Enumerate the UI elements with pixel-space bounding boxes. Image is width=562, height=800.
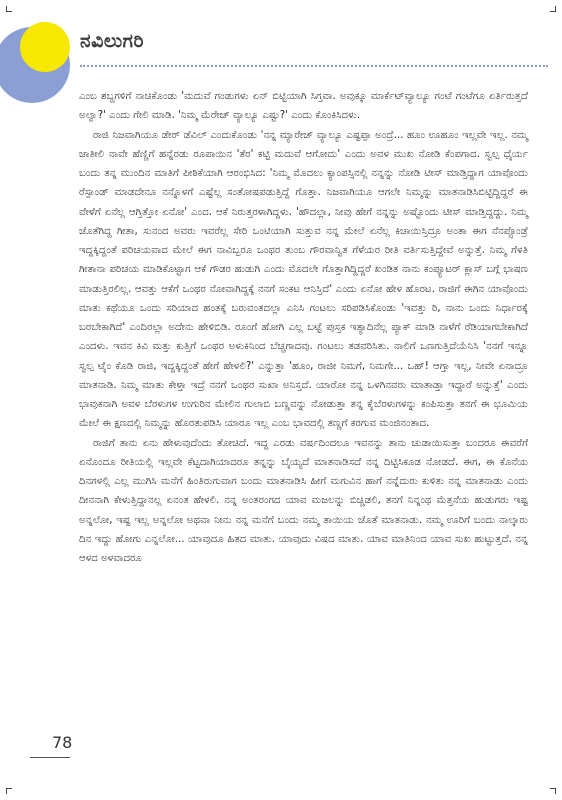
crop-mark-top-left bbox=[6, 6, 12, 12]
crop-mark-bottom-right bbox=[550, 788, 556, 794]
paragraph: ರಾಜಿಗೆ ತಾನು ಏನು ಹೇಳುವುದೆಂದು ತೋಚಿದೆ. ಇದ್ದ ಎರಡು ವರ್ಷದಿಂದಲೂ ಇವನನ್ನು ತಾನು ಚುಡಾಯಿಸುತ್ತಾ ಬಂದರೂ ಈವರೆಗೆ ಏನೊಂದೂ ರೀತಿಯಲ್ಲಿ ಇಲ್ಲವೇ ಕೆಟ್ಟದಾಗಿಯಾದರೂ ತನ್ನನ್ನು ಬೈಯ್ಯದೆ ಮಾತನಾಡಿಸದೆ ನನ್ನ ದಿಟ್ಟಿಸಿಕೂಡ ನೋಡದೆ. ಈಗ, ಈ ಕೊನೆಯ ದಿನಗಳಲ್ಲಿ ಎಲ್ಲ ಮುಗಿಸಿ ಮನೆಗೆ ಹಿಂತಿರುಗುವಾಗ ಬಂದು ಮಾತನಾಡಿಸಿ ಹೀಗೆ ಮಗುವಿನ ಹಾಗೆ ನನ್ನೆದುರು ಕುಳಿತು ನನ್ನ ಮಾತನಾಡು ಎಂದು ದೀನನಾಗಿ ಕೇಳುತ್ತಿದ್ದಾನಲ್ಲ ಏನಂತ ಹೇಳಲಿ. ನನ್ನ ಅಂತರಂಗದ ಯಾವ ಮಜಲನ್ನು ಬಿಚ್ಚಿಡಲಿ, ತನಗೆ ನಿನ್ನಂಥ ಮೆತ್ತನೆಯ ಹುಡುಗರು ಇಷ್ಟ ಅನ್ನಲೋ, ಇಷ್ಟ ಇಲ್ಲ ಅನ್ನಲೋ ಅಥವಾ ನೀನು ನನ್ನ ಮನೆಗೆ ಬಂದು ನಮ್ಮ ತಾಯಿಯ ಜೊತೆ ಮಾತನಾಡು. ನಮ್ಮ ಊರಿಗೆ ಬಂದು ನಾಲ್ಕಾರು ದಿನ ಇದ್ದು ಹೋಗು ಎನ್ನಲೋ... ಯಾವುದೂ ಹಿತದ ಮಾತು. ಯಾವುದು ವಿಷದ ಮಾತು. ಯಾವ ಮಾತಿನಿಂದ ಯಾವ ಸುಖ ಹುಟ್ಟುತ್ತದೆ. ನನ್ನ ಆಳದ ಅಳವಾದರೂ bbox=[79, 437, 528, 564]
crop-mark-bottom-left bbox=[6, 788, 12, 794]
section-title: ನವಿಲುಗರಿ bbox=[80, 30, 144, 52]
paragraph: ರಾಜಿ ನಿಜವಾಗಿಯೂ ಡೇರ್ ಡೆವಿಲ್ ಎಂದುಕೊಂಡು 'ನನ್ನ ಮ್ಯಾರೇಜ್ ವ್ಯಾಲ್ಯೂ ಎಷ್ಟಪ್ಪಾ ಅಂದ್ರೆ... ಹೂಂ ಊಹೂಂ ಇಲ್ಲವೇ ಇಲ್ಲ. ನಮ್ಮ ಜಾತೀಲಿ ನಾವೇ ಹೆಣ್ಣಿಗೆ ಹನ್ನೆರಡು ರೂಪಾಯಿನ 'ತೆರ' ಕಟ್ಟಿ ಮದುವೆ ಆಗೋದು' ಎಂದು ಅವಳ ಮುಖ ನೋಡಿ ಕೆಂಪಗಾದ. ಸ್ವಲ್ಪ ಧೈರ್ಯ ಬಂದು ತನ್ನ ಮುಂದಿನ ಮಾತಿಗೆ ಪೀಠಿಕೆಯಾಗಿ ಆರಂಭಿಸಿದ: 'ನಿಮ್ಮ ಮೊದಲು ಕ್ಯಾಂಪಸ್ಸಿನಲ್ಲಿ ನನ್ನನ್ನು ನೋಡಿ ಟೀಸ್ ಮಾಡ್ತಿದ್ದಾಗ ಯಾವೊಂದು ರೆಸ್ಪಾಂಡ್ ಮಾಡದೇನೂ ನನ್ನೊಳಗೆ ಎಷ್ಟೆಲ್ಲ ಸಂತೋಷಪಡುತ್ತಿದ್ದೆ ಗೊತ್ತಾ. ನಿಜವಾಗಿಯೂ ಆಗಲೇ ನಿಮ್ಮನ್ನು ಮಾತನಾಡಿಸಿಬಿಟ್ಟಿದ್ದಿದ್ದರೆ ಈ ವೇಳೆಗೆ ಏನೆಲ್ಲ ಆಗ್ತಿತ್ತೋ ಏನೋ' ಎಂದ. ಆಕೆ ನಿರುತ್ತರಳಾಗಿದ್ದಳು. 'ಹೌದಲ್ಲಾ, ನೀವು ಹೇಗೆ ನನ್ನನ್ನು ಅಷ್ಟೊಂದು ಟೀಸ್ ಮಾಡ್ತಿದ್ದದ್ದು. ನಿಮ್ಮ ಜೊತೆಗಿದ್ದ ಗೀತಾ, ಸುನಂದ ಅವರು ಇವರೆಲ್ಲ ಸೇರಿ ಒಂಟಿಯಾಗಿ ಸುತ್ತುವ ನನ್ನ ಮೇಲೆ ಏನೆಲ್ಲ ಕಿಚಾಯಿಸ್ತಿದ್ರೂ ಅಂತಾ ಈಗ ನೆನಪ್ಸೊಂಡ್ರೆ ಇದ್ದಕ್ಕಿದ್ದಂತೆ ಪರಿಚಯವಾದ ಮೇಲೆ ಈಗ ನಾವಿಬ್ಬರೂ ಒಂಥರ ತುಂಬ ಗೌರವಾನ್ವಿತ ಗೆಳೆಯರ ರೀತಿ ವರ್ತಿಸುತ್ತಿದ್ದೇವೆ ಅನ್ನುತ್ತೆ. ನಿಮ್ಮ ಗೆಳತಿ ಗೀತಾನಾ ಪರಿಚಯ ಮಾಡಿಕೊಟ್ಟಾಗ ಆಕೆ ಗೌಡರ ಹುಡುಗಿ ಎಂದು ಮೊದಲೇ ಗೊತ್ತಾಗಿದ್ದಿದ್ದರೆ ಖಂಡಿತ ನಾನು ಕಂಪ್ಯೂಟರ್ ಕ್ಲಾಸ್ ಬಗ್ಗೆ ಭಾಷಣ ಮಾಡುತ್ತಿರಲಿಲ್ಲ. ಆವತ್ತು ಆಕೆಗೆ ಒಂಥರ ನೋವಾಗಿದ್ದಕ್ಕೆ ನನಗೆ ಸಂಕಟ ಆನಿಸ್ತಿದೆ' ಎಂದು ಏನೋ ಹೇಳ ಹೊರಟ. ರಾಜಿಗೆ ಈಗಿನ ಯಾವೊಂದು ಮಾತು ಕಥೆಯೂ ಒಂದು ಸರಿಯಾದ ಹಂತಕ್ಕೆ ಬರುವಂತದಲ್ಲಾ ಎನಿಸಿ ಗಂಟಲು ಸರಿಪಡಿಸಿಕೊಂಡು 'ಇವತ್ತು ರಿ, ನಾನು ಒಂದು ನಿರ್ಧಾರಕ್ಕೆ ಬರಬೇಕಾಗಿದೆ' ಎಂದಿರಲ್ಲಾ ಅದೇನು ಹೇಳಿಬಿಡಿ. ರೂಂಗೆ ಹೋಗಿ ಎಲ್ಲ ಬಟ್ಟೆ ಪುಸ್ತಕ ಇತ್ಯಾದಿನೆಲ್ಲ ಪ್ಯಾಕ್ ಮಾಡಿ ನಾಳೆಗೆ ರೆಡಿಯಾಗಬೇಕಾಗಿದೆ ಎಂದಳು. ಇವನ ಕಿವಿ ಮತ್ತು ಕುತ್ತಿಗೆ ಒಂಥರ ಅಳುಕಿನಿಂದ ಬೆಚ್ಚಗಾದವು. ಗಂಟಲು ತಡವರಿಸಿತು. ನಾಲಿಗೆ ಒಣಗುತ್ತಿದೆಯೆನಿಸಿ 'ನನಗೆ ಇನ್ನೂ ಸ್ವಲ್ಪ ಟೈಂ ಕೊಡಿ ರಾಜಿ, ಇದ್ದಕ್ಕಿದ್ದಂತೆ ಹೇಗೆ ಹೇಳಲಿ?' ಎನ್ನುತ್ತಾ 'ಹೂಂ, ರಾಜೀ ನಿಮಗೆ, ನಿಮಗೇ... ಒಹ್! ಆಗ್ತಾ ಇಲ್ಲ, ನೀವೇ ಏನಾದ್ರೂ ಮಾತನಾಡಿ. ನಿಮ್ಮ ಮಾತು ಕೇಳ್ತಾ ಇದ್ರೆ ನನಗೆ ಒಂಥರ ಸುಖಾ ಅನಿಸ್ತದೆ. ಯಾರೋ ನನ್ನ ಒಳಗಿನವರು ಮಾತಾಡ್ತಾ ಇದ್ದಾರೆ ಅನ್ನುತ್ತೆ' ಎಂದು ಭಾವುಕನಾಗಿ ಅವಳ ಬೆರಳುಗಳ ಉಗುರಿನ ಮೇಲಿನ ಗುಲಾಬಿ ಬಣ್ಣವನ್ನು ನೋಡುತ್ತಾ ತನ್ನ ಕೈಬೆರಳುಗಳನ್ನು ಕಂಪಿಸುತ್ತಾ ತನಗೆ ಈ ಭೂಮಿಯ ಮೇಲೆ ಈ ಕ್ಷಣದಲ್ಲಿ ನಿಮ್ಮನ್ನು ಹೊರತುಪಡಿಸಿ ಯಾರೂ ಇಲ್ಲ ಎಂಬ ಭಾವದಲ್ಲಿ ತಣ್ಣಗೆ ಕರಗುವ ಮಂಜಿನಂತಾದ. bbox=[79, 129, 528, 430]
crop-mark-top-right bbox=[550, 6, 556, 12]
page-number: 78 bbox=[52, 733, 73, 752]
footer-rule bbox=[30, 757, 70, 758]
paragraph: ಎಂಬ ಶಬ್ದಗಳಿಗೆ ನಾಚಿಕೊಂಡು 'ಮದುವೆ ಗಂಡುಗಳು ಏನ್ ಬಿಟ್ಟಿಯಾಗಿ ಸಿಗ್ತವಾ. ಅವುಕ್ಕೂ ಮಾರ್ಕೆಟ್‌ವ್ಯಾಲ್ಯೂ ಗಂಟೆ ಗಂಟೆಗೂ ಏರ್ತಿರುತ್ತದೆ ಅಲ್ವಾ?' ಎಂದು ಗೇಲಿ ಮಾಡಿ. 'ನಿಮ್ಮ ಮೆರೇಜ್ ವ್ಯಾಲ್ಯೂ ಎಷ್ಟು?' ಎಂದು ಕೊಂಕಿಸಿದಳು. bbox=[79, 91, 528, 122]
header-dotted-rule bbox=[80, 65, 548, 67]
decorative-yellow-circle bbox=[20, 22, 70, 72]
body-text bbox=[79, 87, 528, 568]
